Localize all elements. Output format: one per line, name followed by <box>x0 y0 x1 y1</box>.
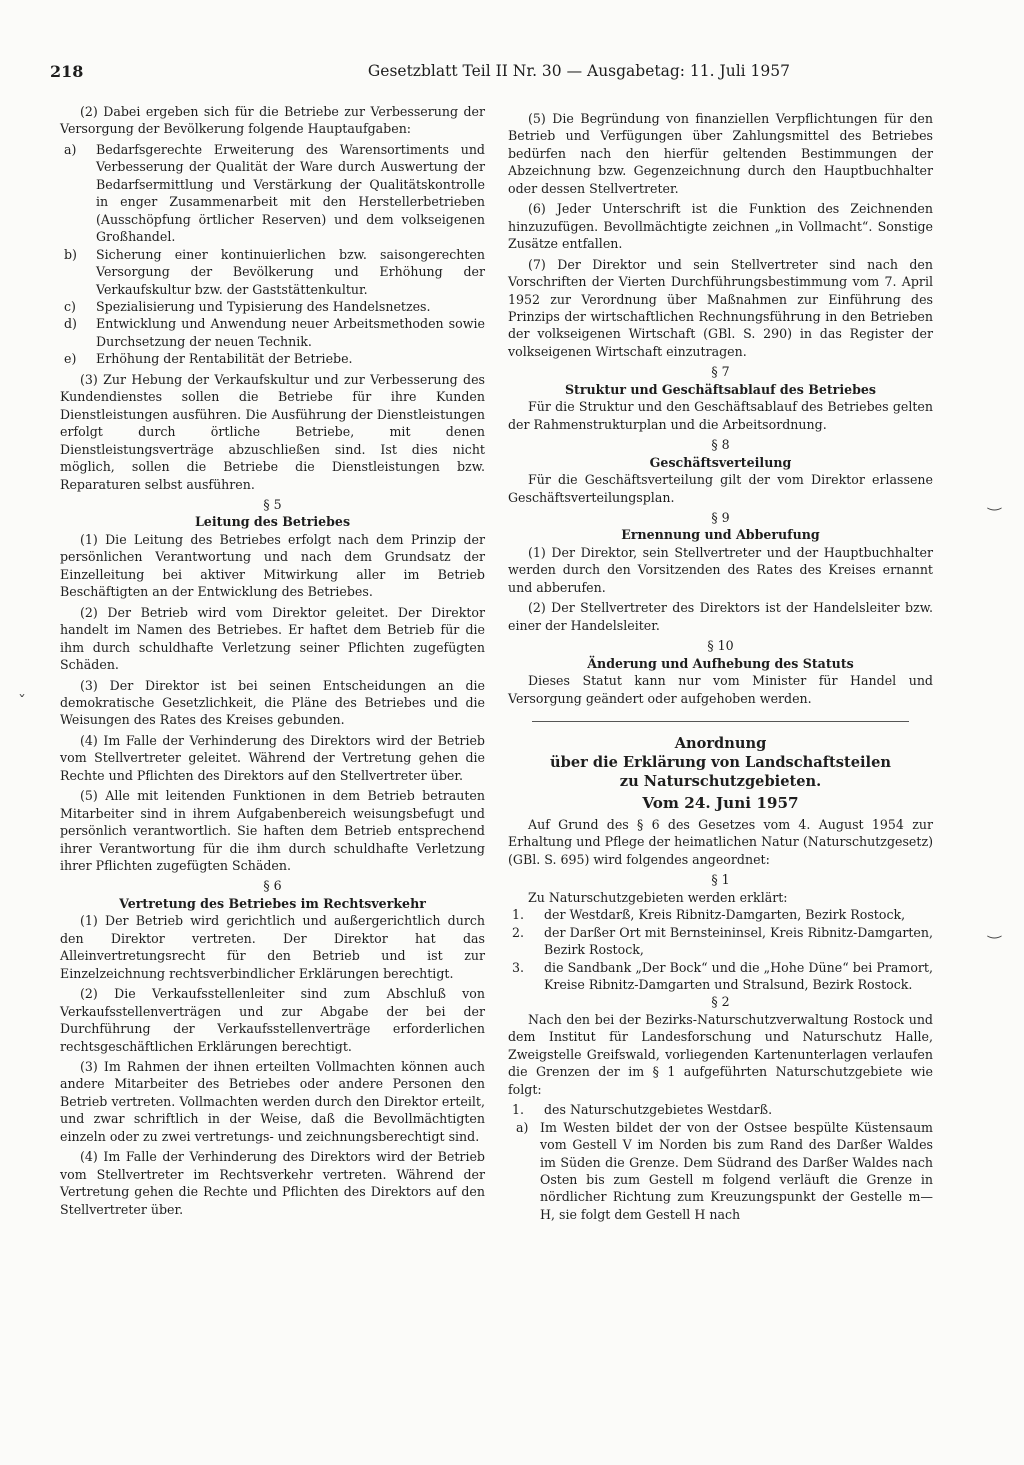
item-label: c) <box>64 298 76 314</box>
page-header <box>50 62 940 86</box>
list-item <box>60 141 485 246</box>
reserve-list <box>508 906 933 993</box>
item-text: Bedarfsgerechte Erweiterung des Warensortiments und Verbesserung der Qualität der Ware durch Auswertung der Bedarfsermittlung und Verstärkung der Qualitätskontrolle in enger Zusammenarbeit mit den Herstellerbetrieben (Ausschöpfung örtlicher Reserven) und dem volkseigenen Großhandel. <box>96 141 485 245</box>
item-text: der Darßer Ort mit Bernsteininsel, Kreis Ribnitz-Damgarten, Bezirk Rostock, <box>544 924 933 958</box>
section-number: § 5 <box>263 496 282 512</box>
paragraph: (4) Im Falle der Verhinderung des Direktors wird der Betrieb vom Stellvertreter geleitet. Während der Vertretung gehen die Rechte und Pflichten des Direktors auf den Stellvertreter über. <box>60 732 485 783</box>
list-item <box>508 959 933 994</box>
section-title: Vertretung des Betriebes im Rechtsverkehr <box>119 895 426 911</box>
paragraph: (1) Die Leitung des Betriebes erfolgt nach dem Prinzip der persönlichen Verantwortung und nach dem Grundsatz der Einzelleitung bei aktiver Mitwirkung aller im Betrieb Beschäftigten an der Entwicklung des Betriebes. <box>60 531 485 600</box>
sub-list-item <box>516 1119 933 1224</box>
section-title: Leitung des Betriebes <box>194 514 351 530</box>
task-list <box>60 141 485 368</box>
margin-mark: ‿ <box>988 492 1001 511</box>
paragraph: Nach den bei der Bezirks-Naturschutzverwaltung Rostock und dem Institut für Landesforschung und Naturschutz Halle, Zweigstelle Greifswald, vorliegenden Kartenunterlagen verlaufen die Grenzen der im § 1 aufgeführten Naturschutzgebiete wie folgt: <box>508 1011 933 1097</box>
item-text: Erhöhung der Rentabilität der Betriebe. <box>96 351 353 367</box>
paragraph: (3) Im Rahmen der ihnen erteilten Vollmachten können auch andere Mitarbeiter des Betriebes oder andere Personen den Betrieb vertreten. Vollmachten werden durch den Direktor erteilt, und zwar schriftlich in der Weise, daß die Bevollmächtigten einzeln oder zu zwei vertretungs- und zeichnungsberechtigt sind. <box>60 1059 485 1144</box>
list-item <box>60 350 485 367</box>
item-text: Sicherung einer kontinuierlichen bzw. saisongerechten Versorgung der Bevölkerung und Erhöhung der Verkaufskultur bzw. der Gaststättenkultur. <box>96 246 485 297</box>
paragraph: (2) Dabei ergeben sich für die Betriebe zur Verbesserung der Versorgung der Bevölkerung folgende Hauptaufgaben: <box>60 104 485 137</box>
item-label: a) <box>64 141 77 157</box>
section-number: § 9 <box>711 509 730 525</box>
item-label: a) <box>516 1119 529 1135</box>
paragraph: Für die Struktur und den Geschäftsablauf des Betriebes gelten der Rahmenstrukturplan und die Arbeitsordnung. <box>508 399 933 432</box>
paragraph: Dieses Statut kann nur vom Minister für Handel und Versorgung geändert oder aufgehoben werden. <box>508 673 933 706</box>
section-number: § 6 <box>263 878 282 894</box>
item-text: die Sandbank „Der Bock“ und die „Hohe Düne“ bei Pramort, Kreise Ribnitz-Damgarten und Stralsund, Bezirk Rostock. <box>544 959 933 993</box>
left-column <box>60 103 485 1221</box>
item-text: der Westdarß, Kreis Ribnitz-Damgarten, Bezirk Rostock, <box>544 907 906 923</box>
paragraph: (1) Der Betrieb wird gerichtlich und außergerichtlich durch den Direktor vertreten. Der Direktor hat das Alleinvertretungsrecht für den Betrieb und ist zur Einzelzeichnung rechtsverbindlicher Erklärungen berechtigt. <box>60 913 485 981</box>
header-title: Gesetzblatt Teil II Nr. 30 — Ausgabetag: 11. Juli 1957 <box>367 62 790 80</box>
paragraph: (5) Alle mit leitenden Funktionen in dem Betrieb betrauten Mitarbeiter sind in ihrem Aufgabenbereich weisungsbefugt und persönlich verantwortlich. Sie haften dem Betrieb entsprechend ihrer Verantwortung für die ihm durch schuldhafte Verletzung ihrer Pflichten zugefügten Schäden. <box>60 788 485 874</box>
list-item <box>60 315 485 350</box>
decree-title: zu Naturschutzgebieten. <box>619 772 822 790</box>
decree-title: Anordnung <box>674 734 767 752</box>
paragraph: Zu Naturschutzgebieten werden erklärt: <box>528 889 788 905</box>
item-label: e) <box>64 351 77 367</box>
paragraph: (2) Der Stellvertreter des Direktors ist der Handelsleiter bzw. einer der Handelsleiter. <box>508 600 933 633</box>
paragraph: (2) Der Betrieb wird vom Direktor geleitet. Der Direktor handelt im Namen des Betriebes. Er haftet dem Betrieb für die ihm durch schuldhafte Verletzung seiner Pflichten zugefügten Schäden. <box>60 604 485 673</box>
margin-mark: ˇ <box>18 692 26 711</box>
item-text: Entwicklung und Anwendung neuer Arbeitsmethoden sowie Durchsetzung der neuen Technik. <box>96 316 485 349</box>
paragraph: Für die Geschäftsverteilung gilt der vom Direktor erlassene Geschäftsverteilungsplan. <box>508 472 933 505</box>
section-number: § 7 <box>711 364 730 380</box>
paragraph: (3) Der Direktor ist bei seinen Entscheidungen an die demokratische Gesetzlichkeit, die Pläne des Betriebes und die Weisungen des Rates des Kreises gebunden. <box>60 677 485 728</box>
section-number: § 8 <box>711 437 730 453</box>
item-label: 3. <box>512 959 525 975</box>
item-text: Spezialisierung und Typisierung des Handelsnetzes. <box>96 298 431 314</box>
paragraph: (3) Zur Hebung der Verkaufskultur und zur Verbesserung des Kundendienstes sollen die Betriebe für ihre Kunden Dienstleistungen ausführen. Die Ausführung der Dienstleistungen erfolgt durch örtliche Betriebe, mit denen Dienstleistungsverträge abzuschließen sind. Ist dies nicht möglich, sollen die Betriebe die Dienstleistungen bzw. Reparaturen selbst ausführen. <box>60 371 485 492</box>
section-title: Geschäftsverteilung <box>649 454 792 470</box>
paragraph: (4) Im Falle der Verhinderung des Direktors wird der Betrieb vom Stellvertreter im Rechtsverkehr vertreten. Während der Vertretung gehen die Rechte und Pflichten des Direktors auf den Stellvertreter über. <box>60 1149 485 1217</box>
section-number: § 2 <box>711 994 730 1010</box>
list-item <box>508 906 933 923</box>
item-label: 2. <box>512 924 525 940</box>
paragraph: (6) Jeder Unterschrift ist die Funktion des Zeichnenden hinzuzufügen. Bevollmächtigte zeichnen „in Vollmacht“. Sonstige Zusätze entfallen. <box>508 201 933 252</box>
list-item <box>508 924 933 959</box>
section-title: Struktur und Geschäftsablauf des Betriebes <box>564 381 877 397</box>
item-text: des Naturschutzgebietes Westdarß. <box>544 1102 773 1118</box>
item-label: 1. <box>512 907 525 923</box>
section-title: Änderung und Aufhebung des Statuts <box>587 655 854 671</box>
paragraph: (7) Der Direktor und sein Stellvertreter sind nach den Vorschriften der Vierten Durchführungsbestimmung vom 7. April 1952 zur Verordnung über Maßnahmen zur Einführung des Prinzips der wirtschaftlichen Rechnungsführung in den Betrieben der volkseigenen Wirtschaft (GBl. S. 290) in das Register der volkseigenen Wirtschaft einzutragen. <box>508 256 933 359</box>
decree-date: Vom 24. Juni 1957 <box>642 793 799 812</box>
right-column <box>508 110 933 1223</box>
list-item <box>508 1101 933 1118</box>
section-number: § 10 <box>707 638 734 654</box>
section-divider <box>532 721 909 722</box>
page-number: 218 <box>50 62 84 81</box>
decree-title: über die Erklärung von Landschaftsteilen <box>550 753 891 771</box>
section-title: Ernennung und Abberufung <box>621 527 820 543</box>
paragraph: (1) Der Direktor, sein Stellvertreter und der Hauptbuchhalter werden durch den Vorsitzenden des Rates des Kreises ernannt und abberufen. <box>508 544 933 595</box>
paragraph: Auf Grund des § 6 des Gesetzes vom 4. August 1954 zur Erhaltung und Pflege der heimatlichen Natur (Naturschutzgesetz) (GBl. S. 695) wird folgendes angeordnet: <box>508 816 933 867</box>
list-item <box>60 246 485 298</box>
item-label: d) <box>64 316 77 332</box>
margin-mark: ‿ <box>988 920 1001 939</box>
paragraph: (5) Die Begründung von finanziellen Verpflichtungen für den Betrieb und Verfügungen über Zahlungsmittel des Betriebes bedürfen nach den hierfür geltenden Bestimmungen der Abzeichnung bzw. Gegenzeichnung durch den Hauptbuchhalter oder dessen Stellvertreter. <box>508 111 933 196</box>
paragraph: (2) Die Verkaufsstellenleiter sind zum Abschluß von Verkaufsstellenverträgen und zur Abgabe der bei der Durchführung der Verkaufsstellenverträge erforderlichen rechtsgeschäftlichen Erklärungen berechtigt. <box>60 986 485 1054</box>
item-label: 1. <box>512 1102 525 1118</box>
item-label: b) <box>64 246 77 262</box>
item-text: Im Westen bildet der von der Ostsee bespülte Küstensaum vom Gestell V im Norden bis zum Rand des Darßer Waldes im Süden die Grenze. Dem Südrand des Darßer Waldes nach Osten bis zum Gestell m folgend verläuft die Grenze in nördlicher Richtung zum Kreuzungspunkt der Gestelle m—H, sie folgt dem Gestell H nach <box>540 1119 933 1222</box>
section-number: § 1 <box>711 872 730 888</box>
list-item <box>60 298 485 315</box>
